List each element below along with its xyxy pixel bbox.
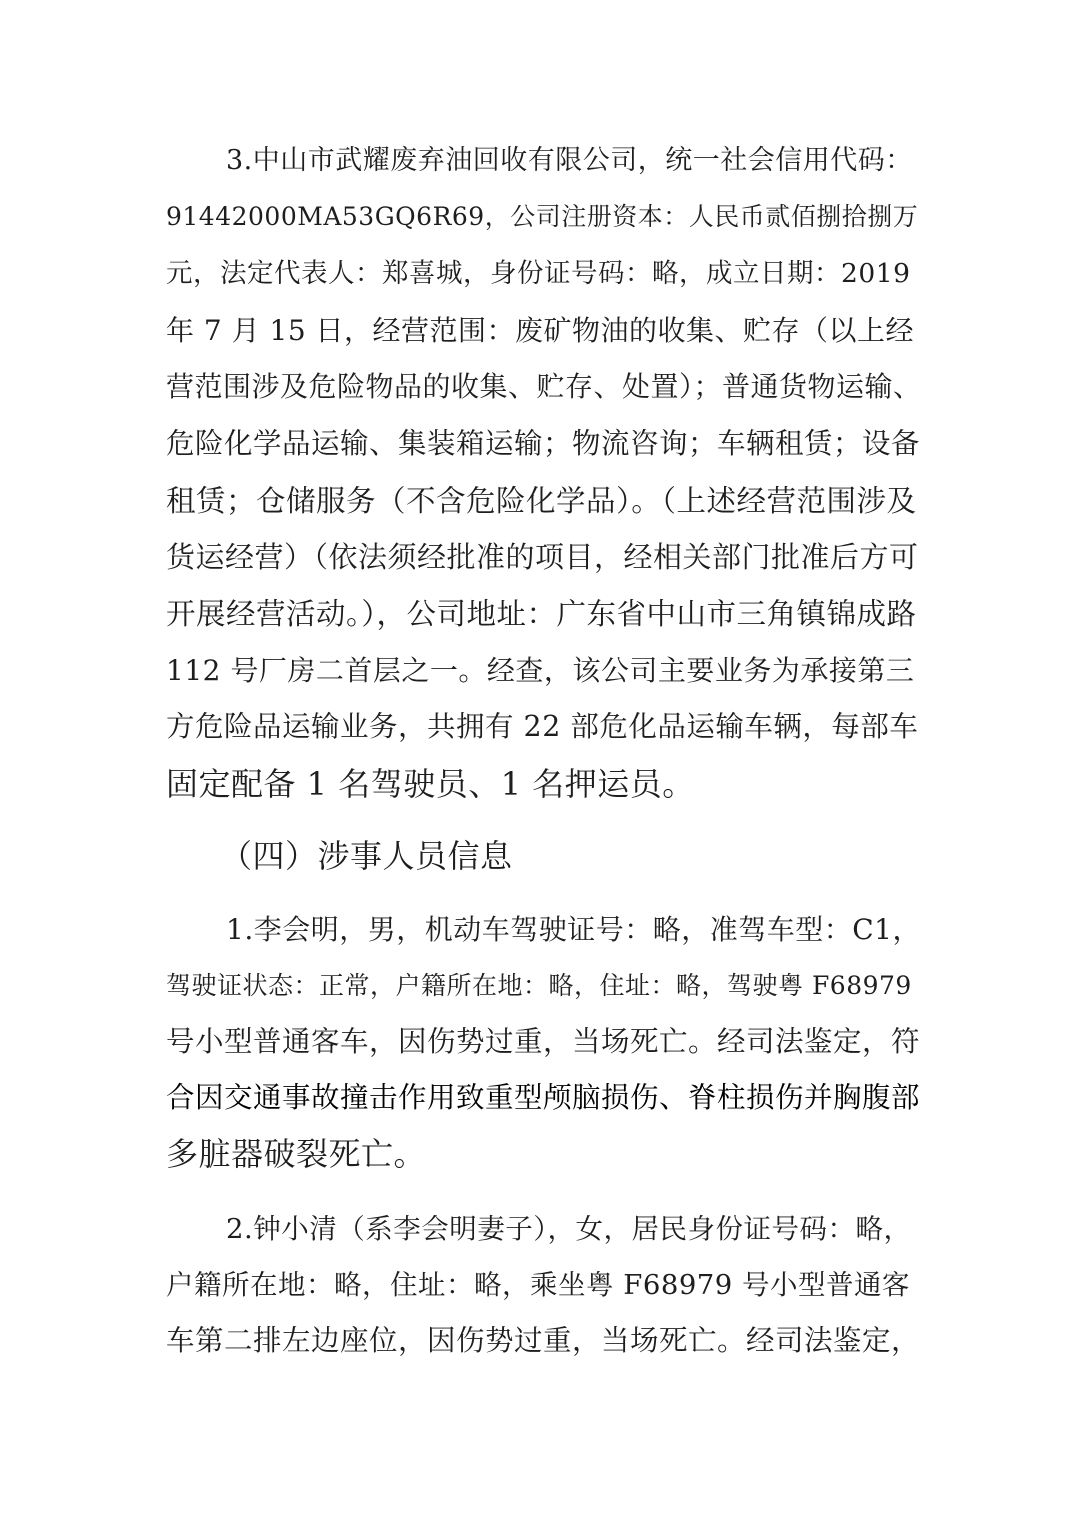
company-3-line-6: 危险化学品运输、集装箱运输；物流咨询；车辆租赁；设备 bbox=[166, 427, 921, 460]
company-3-line-2: 91442000MA53GQ6R69，公司注册资本：人民币贰佰捌拾捌万 bbox=[166, 202, 919, 231]
company-3-line-9: 开展经营活动。），公司地址：广东省中山市三角镇锦成路 bbox=[166, 597, 917, 631]
person-1-line-2: 驾驶证状态：正常，户籍所在地：略，住址：略，驾驶粤 F68979 bbox=[166, 971, 912, 1000]
company-3-line-4: 年 7 月 15 日，经营范围：废矿物油的收集、贮存（以上经 bbox=[166, 314, 915, 347]
company-3-line-5: 营范围涉及危险物品的收集、贮存、处置）；普通货物运输、 bbox=[166, 370, 922, 403]
person-1-line-4: 合因交通事故撞击作用致重型颅脑损伤、脊柱损伤并胸腹部 bbox=[166, 1081, 921, 1114]
person-2-line-1: 2.钟小清（系李会明妻子），女，居民身份证号码：略， bbox=[226, 1213, 912, 1245]
company-3-line-11: 方危险品运输业务，共拥有 22 部危化品运输车辆，每部车 bbox=[166, 710, 919, 743]
person-2-line-2: 户籍所在地：略，住址：略，乘坐粤 F68979 号小型普通客 bbox=[166, 1269, 911, 1301]
company-3-line-10: 112 号厂房二首层之一。经查，该公司主要业务为承接第三 bbox=[166, 654, 915, 687]
person-1-line-5: 多脏器破裂死亡。 bbox=[166, 1135, 427, 1173]
company-3-line-1: 3.中山市武耀废弃油回收有限公司，统一社会信用代码： bbox=[226, 145, 913, 176]
company-3-line-3: 元，法定代表人：郑喜城，身份证号码：略，成立日期：2019 bbox=[166, 258, 911, 289]
company-3-line-8: 货运经营）（依法须经批准的项目，经相关部门批准后方可 bbox=[166, 540, 919, 574]
person-1-line-3: 号小型普通客车，因伤势过重，当场死亡。经司法鉴定，符 bbox=[166, 1025, 921, 1058]
person-2-line-3: 车第二排左边座位，因伤势过重，当场死亡。经司法鉴定， bbox=[166, 1324, 921, 1357]
company-3-line-12: 固定配备 1 名驾驶员、1 名押运员。 bbox=[166, 765, 695, 803]
company-3-line-7: 租赁；仓储服务（不含危险化学品）。（上述经营范围涉及 bbox=[166, 484, 917, 518]
person-1-line-1: 1.李会明，男，机动车驾驶证号：略，准驾车型：C1， bbox=[226, 913, 921, 946]
section-heading: （四）涉事人员信息 bbox=[220, 837, 513, 875]
